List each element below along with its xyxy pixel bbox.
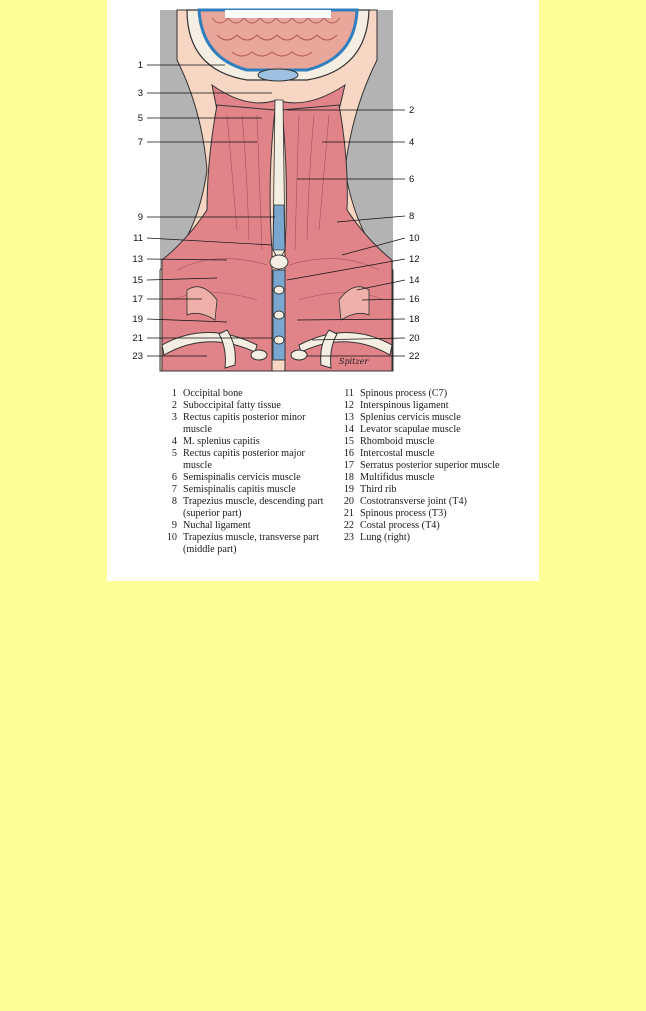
- callout-23: 23: [132, 351, 143, 362]
- legend-number: 16: [343, 448, 354, 459]
- legend-number: 12: [343, 400, 354, 411]
- legend-item: [162, 436, 332, 448]
- legend-number: 2: [171, 400, 177, 411]
- legend-label: Nuchal ligament: [183, 520, 251, 531]
- legend-number: 15: [343, 436, 354, 447]
- legend-label: Spinous process (C7): [360, 388, 448, 399]
- legend-number: 10: [166, 532, 177, 543]
- legend-label: Levator scapulae muscle: [360, 424, 461, 435]
- callout-numbers-left: [132, 60, 143, 362]
- legend-label: Rectus capitis posterior major muscle: [183, 448, 305, 471]
- legend-label: M. splenius capitis: [183, 436, 260, 447]
- illustrator-signature: Spitzer: [339, 357, 369, 366]
- legend-item: [342, 388, 537, 400]
- brain-white-gap: [225, 10, 331, 18]
- callout-3: 3: [137, 88, 143, 99]
- callout-9: 9: [137, 212, 143, 223]
- callout-1: 1: [137, 60, 143, 71]
- legend-label: Costal process (T4): [360, 520, 440, 531]
- legend-number: 22: [343, 520, 354, 531]
- legend-item: [342, 460, 537, 472]
- foramen-magnum: [258, 69, 298, 81]
- legend-item: [342, 508, 537, 520]
- anatomy-illustration: [107, 0, 539, 380]
- legend-label: Suboccipital fatty tissue: [183, 400, 281, 411]
- callout-19: 19: [132, 314, 143, 325]
- legend-item: [162, 412, 332, 436]
- legend-label: Rectus capitis posterior minor muscle: [183, 412, 306, 435]
- callout-numbers-right: [409, 105, 420, 362]
- legend-item: [162, 532, 332, 556]
- callout-6: 6: [409, 174, 415, 185]
- legend-label: Semispinalis cervicis muscle: [183, 472, 301, 483]
- legend-left-column: [162, 388, 332, 556]
- callout-2: 2: [409, 105, 415, 116]
- legend-label: Intercostal muscle: [360, 448, 435, 459]
- legend-number: 20: [343, 496, 354, 507]
- legend-number: 5: [171, 448, 177, 459]
- legend-number: 6: [171, 472, 177, 483]
- callout-18: 18: [409, 314, 420, 325]
- figure-card: [107, 0, 539, 581]
- legend-item: [342, 520, 537, 532]
- legend-item: [342, 436, 537, 448]
- legend-label: Interspinous ligament: [360, 400, 449, 411]
- legend-number: 8: [171, 496, 177, 507]
- legend-label: Spinous process (T3): [360, 508, 447, 519]
- callout-20: 20: [409, 333, 420, 344]
- legend-item: [162, 448, 332, 472]
- callout-12: 12: [409, 254, 420, 265]
- legend-label: Lung (right): [360, 532, 411, 543]
- callout-16: 16: [409, 294, 420, 305]
- legend-label: Costotransverse joint (T4): [360, 496, 467, 507]
- callout-14: 14: [409, 275, 420, 286]
- callout-10: 10: [409, 233, 420, 244]
- callout-15: 15: [132, 275, 143, 286]
- callout-11: 11: [133, 233, 143, 244]
- callout-22: 22: [409, 351, 420, 362]
- legend-item: [342, 496, 537, 508]
- legend-number: 11: [344, 388, 354, 399]
- legend-right-column: [342, 388, 537, 544]
- legend-number: 23: [343, 532, 354, 543]
- legend-label: Splenius cervicis muscle: [360, 412, 461, 423]
- legend-item: [342, 448, 537, 460]
- legend-label: Serratus posterior superior muscle: [360, 460, 500, 471]
- legend-item: [342, 400, 537, 412]
- legend-number: 17: [343, 460, 354, 471]
- legend-item: [342, 424, 537, 436]
- callout-21: 21: [132, 333, 143, 344]
- legend-item: [162, 496, 332, 520]
- legend-number: 9: [171, 520, 177, 531]
- legend-item: [162, 400, 332, 412]
- legend-label: Occipital bone: [183, 388, 243, 399]
- legend-label: Multifidus muscle: [360, 472, 435, 483]
- legend-label: Trapezius muscle, descending part (superior part): [183, 496, 324, 519]
- callout-7: 7: [137, 137, 143, 148]
- legend-number: 14: [343, 424, 354, 435]
- legend-item: [342, 484, 537, 496]
- callout-13: 13: [132, 254, 143, 265]
- legend-item: [342, 472, 537, 484]
- legend-number: 7: [171, 484, 177, 495]
- legend-number: 4: [171, 436, 177, 447]
- legend-number: 18: [343, 472, 354, 483]
- legend-number: 1: [171, 388, 177, 399]
- legend-item: [162, 520, 332, 532]
- legend-label: Trapezius muscle, transverse part (middle part): [183, 532, 319, 555]
- legend-item: [162, 388, 332, 400]
- legend-number: 19: [343, 484, 354, 495]
- legend-label: Rhomboid muscle: [360, 436, 435, 447]
- legend-label: Third rib: [360, 484, 397, 495]
- spinous-processes: [270, 255, 288, 360]
- legend-item: [342, 532, 537, 544]
- legend-item: [162, 484, 332, 496]
- callout-8: 8: [409, 211, 415, 222]
- callout-4: 4: [409, 137, 415, 148]
- legend-number: 13: [343, 412, 354, 423]
- legend-item: [162, 472, 332, 484]
- legend-item: [342, 412, 537, 424]
- legend-number: 3: [171, 412, 177, 423]
- callout-17: 17: [132, 294, 143, 305]
- legend-label: Semispinalis capitis muscle: [183, 484, 296, 495]
- nuchal-ligament-lower: [273, 205, 285, 250]
- callout-5: 5: [137, 113, 143, 124]
- legend-number: 21: [343, 508, 354, 519]
